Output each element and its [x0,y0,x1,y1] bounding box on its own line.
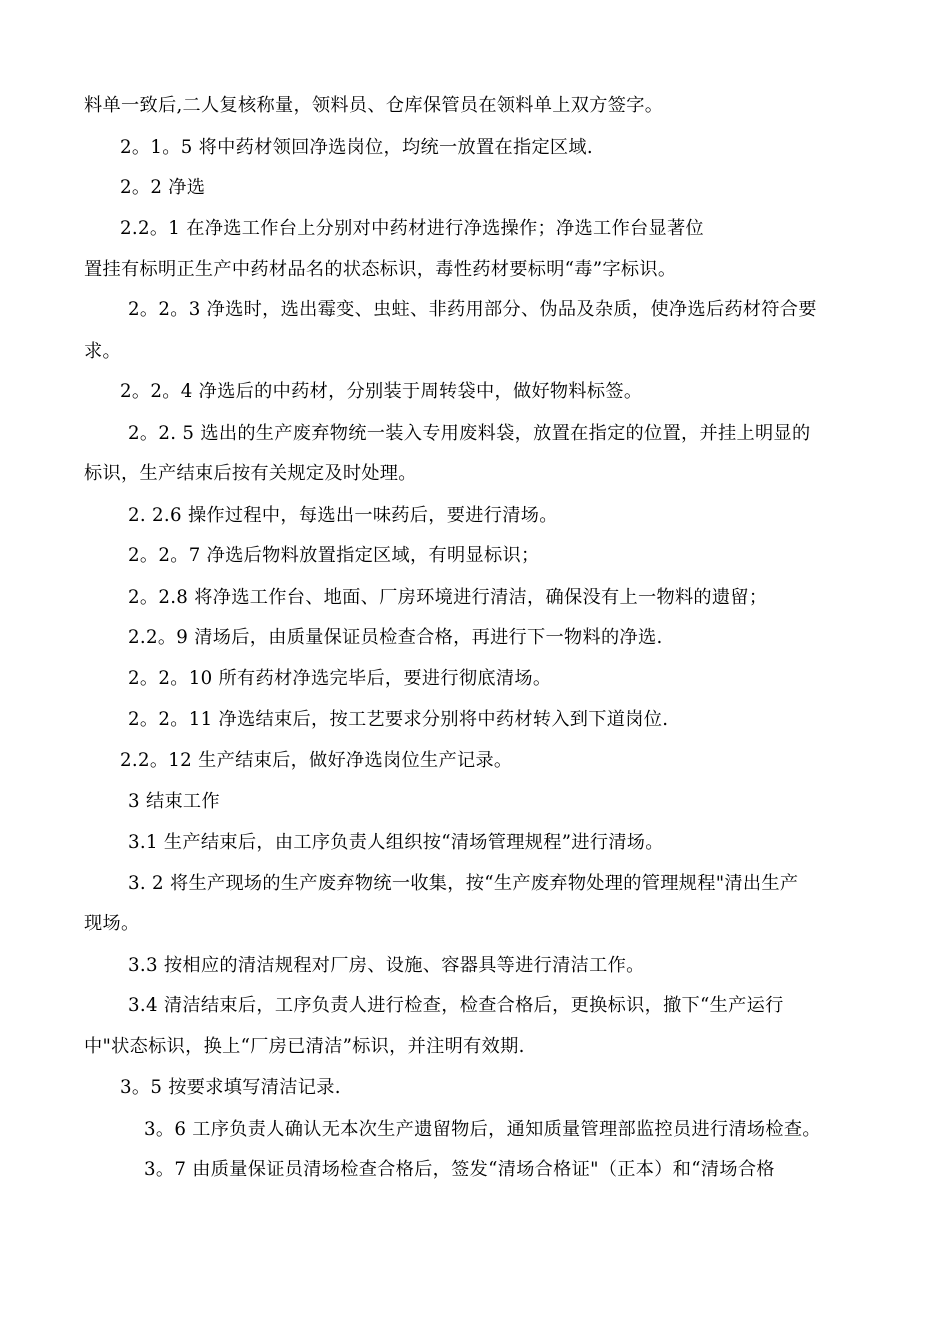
text-line-10: 标识，生产结束后按有关规定及时处理。 [84,463,417,484]
text-line-14: 2.2。9 清场后，由质量保证员检查合格，再进行下一物料的净选. [128,627,663,648]
text-line-20: 3. 2 将生产现场的生产废弃物统一收集，按“生产废弃物处理的管理规程"清出生产 [128,873,799,894]
text-line-5: 置挂有标明正生产中药材品名的状态标识，毒性药材要标明“毒”字标识。 [84,259,677,280]
text-line-13: 2。2.8 将净选工作台、地面、厂房环境进行清洁，确保没有上一物料的遗留； [128,587,768,608]
text-line-15: 2。2。10 所有药材净选完毕后，要进行彻底清场。 [128,668,552,689]
text-line-21: 现场。 [84,913,140,934]
text-line-12: 2。2。7 净选后物料放置指定区域，有明显标识； [128,545,540,566]
text-line-9: 2。2. 5 选出的生产废弃物统一装入专用废料袋，放置在指定的位置，并挂上明显的 [128,423,811,444]
text-line-26: 3。6 工序负责人确认无本次生产遗留物后，通知质量管理部监控员进行清场检查。 [144,1119,821,1140]
text-line-1: 料单一致后,二人复核称量，领料员、仓库保管员在领料单上双方签字。 [84,95,664,116]
text-line-3: 2。2 净选 [120,177,206,198]
text-line-22: 3.3 按相应的清洁规程对厂房、设施、容器具等进行清洁工作。 [128,955,645,976]
text-line-2: 2。1。5 将中药材领回净选岗位，均统一放置在指定区域. [120,137,593,158]
text-line-16: 2。2。11 净选结束后，按工艺要求分别将中药材转入到下道岗位. [128,709,669,730]
text-line-7: 求。 [84,341,121,362]
text-line-24: 中"状态标识，换上“厂房已清洁”标识，并注明有效期. [84,1036,525,1057]
text-line-25: 3。5 按要求填写清洁记录. [120,1077,341,1098]
text-line-4: 2.2。1 在净选工作台上分别对中药材进行净选操作；净选工作台显著位 [120,218,704,239]
text-line-23: 3.4 清洁结束后，工序负责人进行检查，检查合格后，更换标识，撤下“生产运行 [128,995,784,1016]
text-line-11: 2. 2.6 操作过程中，每选出一味药后，要进行清场。 [128,505,558,526]
text-line-6: 2。2。3 净选时，选出霉变、虫蛀、非药用部分、伪品及杂质，使净选后药材符合要 [128,299,817,320]
text-line-18: 3 结束工作 [128,791,220,812]
text-line-8: 2。2。4 净选后的中药材，分别装于周转袋中，做好物料标签。 [120,381,643,402]
text-line-27: 3。7 由质量保证员清场检查合格后，签发“清场合格证"（正本）和“清场合格 [144,1159,775,1180]
text-line-17: 2.2。12 生产结束后，做好净选岗位生产记录。 [120,750,513,771]
text-line-19: 3.1 生产结束后，由工序负责人组织按“清场管理规程”进行清场。 [128,832,664,853]
